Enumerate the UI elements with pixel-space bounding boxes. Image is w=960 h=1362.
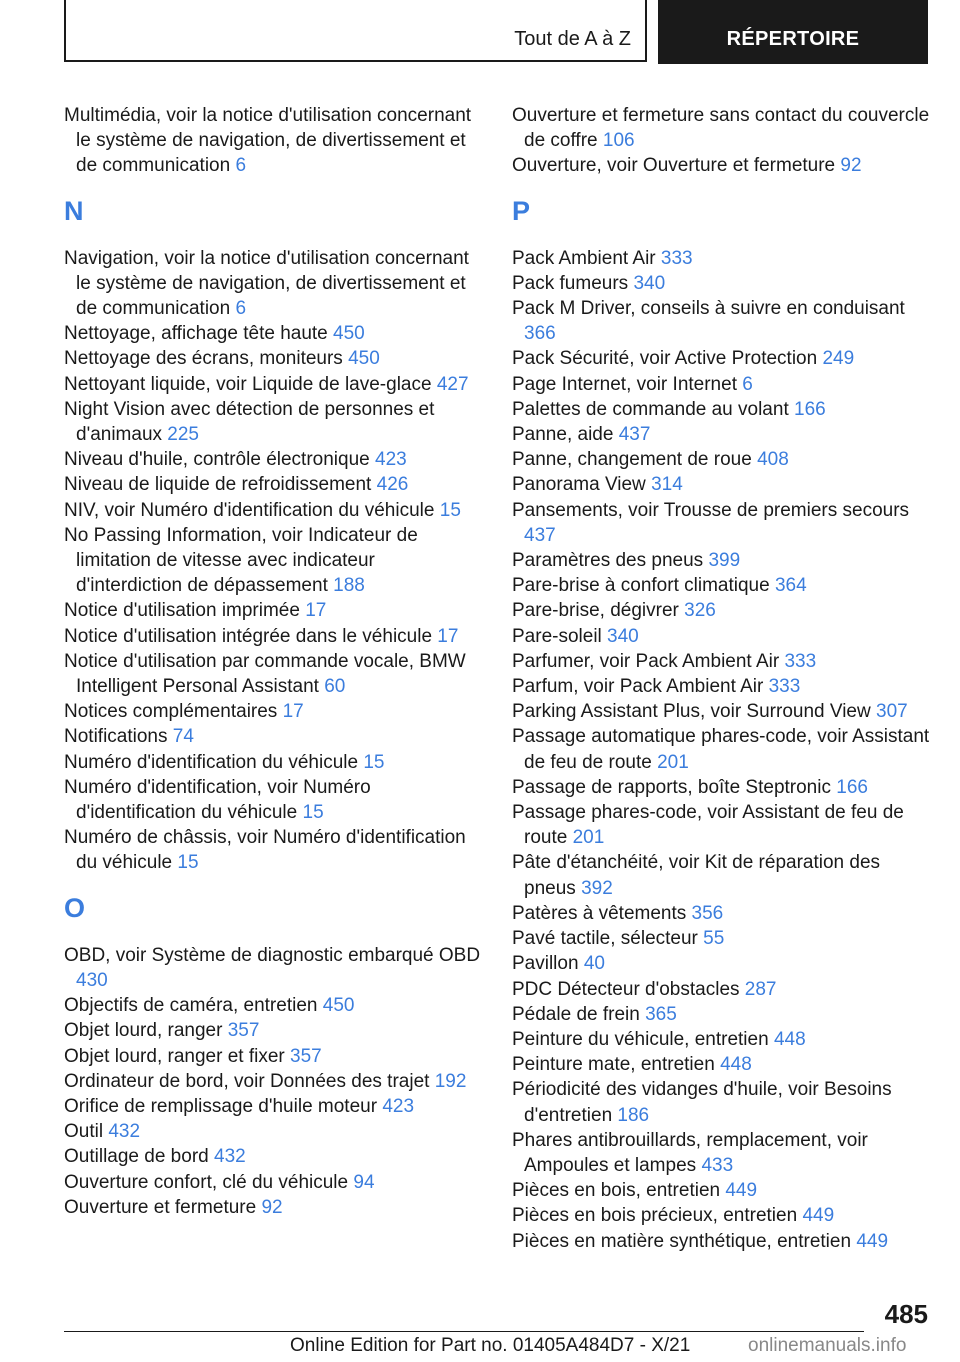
index-entry <box>64 825 484 875</box>
index-entry <box>64 598 484 623</box>
index-entry <box>64 1119 484 1144</box>
index-page-link[interactable]: 166 <box>794 398 826 420</box>
index-page-link[interactable]: 74 <box>172 726 194 748</box>
index-entry <box>512 548 932 573</box>
index-entry-text: Ouverture et fermeture <box>64 1196 257 1218</box>
index-entry <box>64 1170 484 1195</box>
index-entry <box>512 724 932 774</box>
index-page-link[interactable]: 433 <box>701 1154 734 1176</box>
index-entry-text: Pièces en matière synthétique, entretien <box>512 1230 852 1252</box>
index-entry <box>64 472 484 497</box>
index-page-link[interactable]: 17 <box>437 625 459 647</box>
header-section-label: RÉPERTOIRE <box>726 28 860 50</box>
index-page-link[interactable]: 426 <box>376 474 409 496</box>
index-entry <box>64 447 484 472</box>
index-page-link[interactable]: 449 <box>802 1205 835 1227</box>
index-page-link[interactable]: 340 <box>607 625 639 647</box>
index-page-link[interactable]: 333 <box>768 676 801 698</box>
index-page-link[interactable]: 192 <box>434 1070 467 1092</box>
index-entry <box>512 372 932 397</box>
index-page-link[interactable]: 106 <box>602 130 635 152</box>
index-page-link[interactable]: 201 <box>572 827 605 849</box>
index-entry <box>64 943 484 993</box>
index-entry-text: Palettes de commande au volant <box>512 398 789 420</box>
index-entry <box>512 246 932 271</box>
index-page-link[interactable]: 326 <box>684 600 716 622</box>
index-entry-text: Patères à vêtements <box>512 902 687 924</box>
index-entry <box>512 977 932 1002</box>
index-page-link[interactable]: 307 <box>876 701 908 723</box>
index-entry <box>512 1203 932 1228</box>
index-entry-text: Pièces en bois précieux, entretien <box>512 1205 798 1227</box>
index-page-link[interactable]: 340 <box>633 272 666 294</box>
index-entry <box>64 993 484 1018</box>
index-page-link[interactable]: 287 <box>744 978 777 1000</box>
index-entry <box>64 246 484 322</box>
index-page-link[interactable]: 166 <box>836 776 868 798</box>
index-entry-text: Pansements, voir Trousse de premiers secours <box>512 499 910 521</box>
index-page-link[interactable]: 15 <box>302 802 324 824</box>
index-entry <box>64 1195 484 1220</box>
index-entry-text: Orifice de remplissage d'huile moteur <box>64 1095 378 1117</box>
index-entry-text: Passage de rapports, boîte Steptronic <box>512 776 831 798</box>
index-entry-text: Passage phares-code, voir Assistant de feu de route <box>512 802 904 849</box>
page-header <box>64 0 928 64</box>
index-entry <box>512 153 932 178</box>
index-letter-heading: O <box>64 892 86 923</box>
index-entry-text: Niveau de liquide de refroidissement <box>64 474 372 496</box>
index-page-link[interactable]: 450 <box>348 348 380 370</box>
index-entry-text: Numéro d'identification du véhicule <box>64 751 359 773</box>
index-entry-text: Outil <box>64 1121 104 1143</box>
index-entry-text: Night Vision avec détection de personnes et d'animaux <box>64 398 435 446</box>
index-entry <box>64 699 484 724</box>
index-entry-text: Pavé tactile, sélecteur <box>512 928 698 950</box>
index-entry-text: Outillage de bord <box>64 1146 209 1168</box>
index-entry-text: Nettoyage des écrans, moniteurs <box>64 348 343 370</box>
header-tab-label: Tout de A à Z <box>514 28 631 50</box>
index-page-link[interactable]: 92 <box>261 1196 283 1218</box>
index-entry-text: Phares antibrouillards, remplacement, voir Ampoules et lampes <box>512 1129 868 1176</box>
index-entry <box>64 397 484 447</box>
index-entry <box>512 598 932 623</box>
index-page-link[interactable]: 15 <box>177 852 199 874</box>
index-column-left <box>64 103 484 1220</box>
index-entry <box>64 1069 484 1094</box>
footer-divider <box>64 1331 864 1332</box>
index-page-link[interactable]: 365 <box>645 1003 677 1025</box>
index-page-link[interactable]: 449 <box>856 1230 889 1252</box>
index-entry-text: Objet lourd, ranger et fixer <box>64 1045 285 1067</box>
index-letter-heading: P <box>512 195 531 226</box>
index-entry-text: Pédale de frein <box>512 1003 640 1025</box>
index-entry-text: Pack Sécurité, voir Active Protection <box>512 348 818 370</box>
index-entry-text: Parfum, voir Pack Ambient Air <box>512 676 764 698</box>
index-page-link[interactable]: 333 <box>660 247 693 269</box>
index-entry <box>512 447 932 472</box>
index-page-link[interactable]: 17 <box>282 701 304 723</box>
index-page-link[interactable]: 449 <box>725 1180 758 1202</box>
index-entry <box>64 624 484 649</box>
index-entry-text: Notices complémentaires <box>64 701 278 723</box>
index-entry <box>512 1128 932 1178</box>
index-page-link[interactable]: 392 <box>581 877 613 899</box>
index-page-link[interactable]: 357 <box>290 1045 322 1067</box>
index-entry-text: Notice d'utilisation intégrée dans le véhicule <box>64 625 433 647</box>
index-page-link[interactable]: 356 <box>691 902 724 924</box>
index-entry-text: Pâte d'étanchéité, voir Kit de réparation des pneus <box>512 852 881 899</box>
index-entry-text: Numéro d'identification, voir Numéro d'identification du véhicule <box>64 776 371 824</box>
index-page-link[interactable]: 427 <box>436 373 469 395</box>
index-page-link[interactable]: 55 <box>703 928 725 950</box>
footer-edition: Online Edition for Part no. 01405A484D7 - X/21 <box>290 1335 691 1356</box>
index-entry <box>512 926 932 951</box>
index-page-link[interactable]: 314 <box>651 474 683 496</box>
index-entry-text: Nettoyage, affichage tête haute <box>64 323 328 345</box>
index-entry <box>64 1018 484 1043</box>
index-page-link[interactable]: 432 <box>214 1146 246 1168</box>
index-entry-text: NIV, voir Numéro d'identification du véhicule <box>64 499 435 521</box>
index-entry <box>512 271 932 296</box>
index-page-link[interactable]: 60 <box>324 676 346 698</box>
index-page-link[interactable]: 448 <box>773 1028 806 1050</box>
index-page-link[interactable]: 249 <box>822 348 855 370</box>
index-entry-text: Multimédia, voir la notice d'utilisation concernant le système de navigation, de divertissement et de communication <box>64 105 472 177</box>
index-entry <box>512 649 932 674</box>
index-entry-text: Ouverture, voir Ouverture et fermeture <box>512 155 836 177</box>
index-page-link[interactable]: 432 <box>108 1121 141 1143</box>
header-section <box>658 0 928 64</box>
index-entry <box>64 649 484 699</box>
index-entry <box>512 674 932 699</box>
index-page-link[interactable]: 423 <box>382 1095 415 1117</box>
index-entry <box>512 1178 932 1203</box>
index-page-link[interactable]: 423 <box>375 449 407 471</box>
index-entry-text: Peinture du véhicule, entretien <box>512 1028 769 1050</box>
index-page-link[interactable]: 450 <box>333 323 365 345</box>
footer-watermark: onlinemanuals.info <box>748 1335 907 1356</box>
index-page-link[interactable]: 225 <box>167 424 199 446</box>
index-page-link[interactable]: 437 <box>618 424 651 446</box>
index-page-link[interactable]: 437 <box>524 524 556 546</box>
index-entry-text: Peinture mate, entretien <box>512 1054 715 1076</box>
index-entry <box>64 372 484 397</box>
index-entry <box>512 1052 932 1077</box>
index-entry <box>512 573 932 598</box>
index-page-link[interactable]: 92 <box>840 155 862 177</box>
index-entry <box>64 321 484 346</box>
index-entry-text: Pare-soleil <box>512 625 602 647</box>
index-entry-text: PDC Détecteur d'obstacles <box>512 978 740 1000</box>
index-page-link[interactable]: 94 <box>353 1171 375 1193</box>
index-page-link[interactable]: 15 <box>439 499 461 521</box>
index-entry <box>512 624 932 649</box>
index-entry <box>64 1044 484 1069</box>
index-entry-text: Panorama View <box>512 474 646 496</box>
index-entry <box>512 422 932 447</box>
index-entry-text: OBD, voir Système de diagnostic embarqué OBD <box>64 944 481 966</box>
index-entry-text: No Passing Information, voir Indicateur de limitation de vitesse avec indicateur d'interdiction de dépassement <box>64 524 418 597</box>
index-entry <box>512 850 932 900</box>
index-page-link[interactable]: 364 <box>774 575 807 597</box>
index-entry <box>512 1077 932 1127</box>
index-entry-text: Parfumer, voir Pack Ambient Air <box>512 650 780 672</box>
index-entry-text: Ouverture confort, clé du véhicule <box>64 1171 349 1193</box>
index-entry <box>512 346 932 371</box>
index-entry-text: Notice d'utilisation par commande vocale, BMW Intelligent Personal Assistant <box>64 650 466 698</box>
index-column-right <box>512 103 932 1254</box>
index-entry <box>64 1144 484 1169</box>
index-entry-text: Pare-brise, dégivrer <box>512 600 679 622</box>
index-page-link[interactable]: 408 <box>757 449 789 471</box>
index-page-link[interactable]: 17 <box>305 600 327 622</box>
index-entry-text: Pack Ambient Air <box>512 247 656 269</box>
index-page-link[interactable]: 186 <box>617 1104 650 1126</box>
index-entry <box>512 103 932 153</box>
index-page-link[interactable]: 450 <box>322 995 355 1017</box>
index-entry-text: Objectifs de caméra, entretien <box>64 995 318 1017</box>
index-entry <box>512 1027 932 1052</box>
index-entry <box>512 699 932 724</box>
index-page-link[interactable]: 430 <box>76 969 108 991</box>
index-page-link[interactable]: 6 <box>742 373 753 395</box>
index-entry-text: Numéro de châssis, voir Numéro d'identification du véhicule <box>64 827 466 874</box>
index-entry-text: Pavillon <box>512 953 579 975</box>
index-entry <box>512 472 932 497</box>
index-entry-text: Périodicité des vidanges d'huile, voir Besoins d'entretien <box>512 1079 892 1126</box>
index-entry-text: Notifications <box>64 726 168 748</box>
index-letter-heading: N <box>64 195 84 226</box>
index-entry-text: Pièces en bois, entretien <box>512 1180 721 1202</box>
index-entry-text: Panne, aide <box>512 424 614 446</box>
index-page-link[interactable]: 40 <box>583 953 605 975</box>
index-entry <box>512 951 932 976</box>
index-entry <box>64 775 484 825</box>
index-entry <box>512 397 932 422</box>
index-entry-text: Niveau d'huile, contrôle électronique <box>64 449 370 471</box>
index-entry <box>512 498 932 548</box>
index-entry <box>64 103 484 179</box>
index-page-link[interactable]: 333 <box>784 650 817 672</box>
index-entry <box>64 750 484 775</box>
index-entry-text: Panne, changement de roue <box>512 449 752 471</box>
index-entry-text: Ordinateur de bord, voir Données des trajet <box>64 1070 430 1092</box>
index-entry-text: Pare-brise à confort climatique <box>512 575 770 597</box>
index-entry <box>512 901 932 926</box>
index-page-link[interactable]: 357 <box>227 1020 260 1042</box>
index-entry <box>512 800 932 850</box>
index-page-link[interactable]: 399 <box>708 550 741 572</box>
index-page-link[interactable]: 201 <box>657 751 689 773</box>
header-tab <box>64 0 647 62</box>
index-page-link[interactable]: 188 <box>333 575 365 597</box>
index-entry <box>64 498 484 523</box>
index-entry <box>64 346 484 371</box>
index-page-link[interactable]: 366 <box>524 323 556 345</box>
index-entry <box>512 296 932 346</box>
index-entry-text: Ouverture et fermeture sans contact du couvercle de coffre <box>512 105 930 152</box>
index-entry-text: Passage automatique phares-code, voir Assistant de feu de route <box>512 726 930 773</box>
index-entry-text: Notice d'utilisation imprimée <box>64 600 300 622</box>
index-entry-text: Pack M Driver, conseils à suivre en conduisant <box>512 298 905 320</box>
index-entry-text: Page Internet, voir Internet <box>512 373 737 395</box>
index-entry-text: Navigation, voir la notice d'utilisation concernant le système de navigation, de divertissement et de communication <box>64 247 469 320</box>
index-entry <box>64 523 484 599</box>
index-entry <box>512 1002 932 1027</box>
index-entry <box>512 775 932 800</box>
index-entry-text: Nettoyant liquide, voir Liquide de lave-glace <box>64 373 432 395</box>
index-entry <box>64 724 484 749</box>
index-page-link[interactable]: 6 <box>235 298 247 320</box>
page-number: 485 <box>884 1299 928 1329</box>
index-entry-text: Pack fumeurs <box>512 272 629 294</box>
index-entry-text: Objet lourd, ranger <box>64 1020 223 1042</box>
index-entry <box>64 1094 484 1119</box>
index-entry <box>512 1229 932 1254</box>
index-page-link[interactable]: 15 <box>363 751 385 773</box>
index-page-link[interactable]: 448 <box>720 1054 752 1076</box>
index-entry-text: Parking Assistant Plus, voir Surround View <box>512 701 871 723</box>
index-entry-text: Paramètres des pneus <box>512 550 704 572</box>
index-page-link[interactable]: 6 <box>235 155 247 177</box>
